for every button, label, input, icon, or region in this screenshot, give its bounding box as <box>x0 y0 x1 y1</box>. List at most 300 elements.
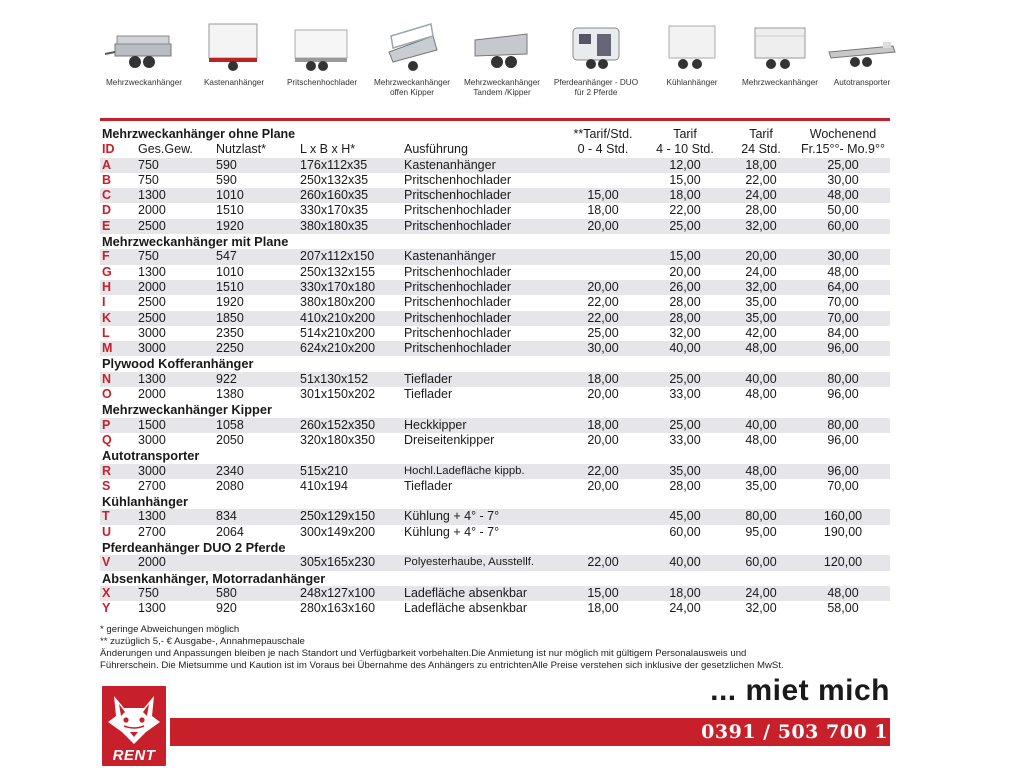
cell-tarif-24h: 35,00 <box>745 478 777 493</box>
cell-nutzlast: 1010 <box>214 188 298 203</box>
cell-weekend: 60,00 <box>796 219 890 234</box>
cell-weekend: 96,00 <box>796 464 890 479</box>
cell-ausfuehrung: Tieflader <box>404 478 453 493</box>
cell-id: S <box>102 478 111 493</box>
header-weekend: Fr.15°°- Mo.9°° <box>801 142 885 157</box>
cell-tarif-4h: 15,00 <box>562 188 644 203</box>
trailer-tandem-tipper <box>458 22 546 118</box>
cell-gesamtgewicht: 2000 <box>136 280 214 295</box>
cell-weekend: 96,00 <box>796 341 890 356</box>
section-title: Kühlanhänger <box>102 494 189 510</box>
table-row <box>100 372 890 387</box>
cell-tarif-24h: 18,00 <box>726 158 796 173</box>
trailer-cooling-trailer <box>648 22 736 118</box>
cell-weekend: 30,00 <box>827 172 859 187</box>
cell-gesamtgewicht: 3000 <box>138 432 166 447</box>
cell-weekend: 80,00 <box>796 418 890 433</box>
trailer-caption: Mehrzweckanhänger offen Kipper <box>373 78 450 97</box>
cell-tarif-10h: 18,00 <box>644 586 726 601</box>
cell-dimensions: 176x112x35 <box>298 158 402 173</box>
logo-text: RENT <box>112 747 156 764</box>
cell-weekend: 48,00 <box>796 586 890 601</box>
cell-dimensions: 300x149x200 <box>300 524 376 539</box>
section-title: Mehrzweckanhänger mit Plane <box>102 234 289 250</box>
cell-nutzlast: 920 <box>216 601 237 616</box>
cell-tarif-4h: 30,00 <box>562 341 644 356</box>
cell-gesamtgewicht: 2500 <box>136 219 214 234</box>
header-tarif-10h-top: Tarif <box>673 127 697 141</box>
header-ausfuehrung: Ausführung <box>404 142 468 157</box>
table-row <box>100 387 890 402</box>
cell-dimensions: 248x127x100 <box>298 586 402 601</box>
header-tarif-24h-top: Tarif <box>749 127 773 141</box>
cell-tarif-4h: 22,00 <box>562 555 644 570</box>
cell-ausfuehrung: Pritschenhochlader <box>404 264 512 279</box>
cell-tarif-24h: 32,00 <box>745 601 777 616</box>
cell-tarif-4h: 25,00 <box>587 325 619 340</box>
table-row <box>100 219 890 234</box>
cell-weekend: 96,00 <box>827 432 859 447</box>
cell-gesamtgewicht: 3000 <box>138 325 166 340</box>
cell-tarif-24h: 32,00 <box>726 280 796 295</box>
cell-ausfuehrung: Pritschenhochlader <box>402 280 562 295</box>
table-title: Mehrzweckanhänger ohne Plane <box>102 127 296 141</box>
cell-tarif-10h: 33,00 <box>669 387 701 402</box>
cell-tarif-10h: 15,00 <box>669 172 701 187</box>
cell-gesamtgewicht: 2700 <box>138 478 166 493</box>
cell-tarif-10h: 45,00 <box>644 509 726 524</box>
cell-gesamtgewicht: 2500 <box>138 295 166 310</box>
cell-tarif-24h: 48,00 <box>745 387 777 402</box>
cell-dimensions: 330x170x35 <box>300 203 369 218</box>
trailer-caption: Mehrzweckanhänger Tandem /Kipper <box>463 78 540 97</box>
cell-ausfuehrung: Ladefläche absenkbar <box>402 586 562 601</box>
cell-nutzlast: 1510 <box>216 203 244 218</box>
cell-tarif-10h: 20,00 <box>669 264 701 279</box>
cell-tarif-4h <box>562 249 644 264</box>
cell-ausfuehrung: Polyesterhaube, Ausstellf. <box>402 555 562 570</box>
cell-tarif-4h <box>562 173 644 188</box>
table-row <box>100 586 890 601</box>
cell-tarif-24h: 42,00 <box>745 325 777 340</box>
flatbed-trailer-icon <box>105 22 183 74</box>
cell-id: I <box>102 295 106 310</box>
cell-dimensions: 260x152x350 <box>298 418 402 433</box>
cell-nutzlast: 2050 <box>216 432 244 447</box>
table-row <box>100 280 890 295</box>
cell-tarif-24h: 24,00 <box>726 586 796 601</box>
cell-tarif-24h: 28,00 <box>745 203 777 218</box>
header-nutzlast: Nutzlast* <box>216 142 267 157</box>
trailer-covered-trailer <box>278 22 366 118</box>
cell-nutzlast: 834 <box>214 509 298 524</box>
cell-dimensions: 250x132x155 <box>300 264 376 279</box>
cell-ausfuehrung: Ladefläche absenkbar <box>404 601 528 616</box>
cell-tarif-4h: 20,00 <box>587 478 619 493</box>
cell-weekend: 70,00 <box>796 311 890 326</box>
cell-weekend: 70,00 <box>827 295 859 310</box>
cell-dimensions: 250x129x150 <box>298 509 402 524</box>
cell-gesamtgewicht: 2500 <box>136 311 214 326</box>
cell-tarif-24h: 40,00 <box>726 418 796 433</box>
cell-tarif-4h: 20,00 <box>587 387 619 402</box>
box-trailer-icon <box>195 22 273 74</box>
cell-tarif-4h: 20,00 <box>587 432 619 447</box>
cell-id: A <box>100 158 136 173</box>
cell-id: C <box>100 188 136 203</box>
trailer-caption: Mehrzweckanhänger <box>105 78 182 87</box>
cell-tarif-24h: 20,00 <box>726 249 796 264</box>
cell-id: F <box>100 249 136 264</box>
terms-line-1: Änderungen und Anpassungen bleiben je nach Standort und Verfügbarkeit vorbehalten.Die Anmietung ist nur möglich mit gültigem Personalausweis und <box>100 648 747 659</box>
table-row <box>100 158 890 173</box>
cell-tarif-10h: 15,00 <box>644 249 726 264</box>
trailer-caption: Kastenanhänger <box>203 78 265 87</box>
cell-nutzlast: 1058 <box>214 418 298 433</box>
cell-weekend: 96,00 <box>827 387 859 402</box>
trailer-caption: Autotransporter <box>833 78 891 87</box>
table-row <box>100 173 890 188</box>
cell-id: V <box>100 555 136 570</box>
cell-ausfuehrung: Pritschenhochlader <box>402 341 562 356</box>
section-header <box>100 356 890 371</box>
cell-dimensions: 380x180x200 <box>300 295 376 310</box>
cell-tarif-24h: 60,00 <box>726 555 796 570</box>
cell-tarif-10h: 28,00 <box>644 311 726 326</box>
cell-tarif-24h: 80,00 <box>726 509 796 524</box>
cell-ausfuehrung: Pritschenhochlader <box>402 311 562 326</box>
cell-weekend: 190,00 <box>823 524 863 539</box>
cell-weekend: 64,00 <box>796 280 890 295</box>
cell-tarif-4h <box>562 509 644 524</box>
header-weekend-top: Wochenend <box>809 127 877 141</box>
cell-tarif-10h: 22,00 <box>669 203 701 218</box>
cell-gesamtgewicht: 2000 <box>138 387 166 402</box>
footnote-1: * geringe Abweichungen möglich <box>100 624 240 635</box>
cell-dimensions: 330x170x180 <box>298 280 402 295</box>
cooling-trailer-icon <box>653 22 731 74</box>
cell-weekend: 48,00 <box>796 188 890 203</box>
cell-tarif-10h: 60,00 <box>669 524 701 539</box>
cell-nutzlast: 2350 <box>216 325 244 340</box>
cell-tarif-24h: 24,00 <box>726 188 796 203</box>
cell-tarif-24h: 95,00 <box>745 524 777 539</box>
table-row <box>100 341 890 356</box>
section-title: Absenkanhänger, Motorradanhänger <box>102 570 326 586</box>
cell-gesamtgewicht: 3000 <box>136 341 214 356</box>
cell-id: B <box>102 172 112 187</box>
cell-tarif-24h: 35,00 <box>726 311 796 326</box>
cell-weekend: 120,00 <box>796 555 890 570</box>
table-row <box>100 555 890 570</box>
cell-nutzlast: 1010 <box>216 264 244 279</box>
cell-tarif-4h: 20,00 <box>562 280 644 295</box>
cell-gesamtgewicht: 2000 <box>136 555 214 570</box>
cell-tarif-24h: 35,00 <box>745 295 777 310</box>
cell-weekend: 25,00 <box>796 158 890 173</box>
table-row <box>100 326 890 341</box>
header-gesamtgewicht: Ges.Gew. <box>138 142 193 157</box>
cell-tarif-4h: 18,00 <box>587 203 619 218</box>
rent-logo <box>100 684 168 768</box>
cell-nutzlast: 1510 <box>214 280 298 295</box>
cell-dimensions: 250x132x35 <box>300 172 369 187</box>
horse-trailer-icon <box>557 22 635 74</box>
cell-tarif-10h: 28,00 <box>669 478 701 493</box>
cell-tarif-4h: 22,00 <box>562 464 644 479</box>
cell-ausfuehrung: Kastenanhänger <box>402 249 562 264</box>
cell-nutzlast: 1920 <box>216 295 244 310</box>
table-row <box>100 433 890 448</box>
cell-gesamtgewicht: 1300 <box>136 188 214 203</box>
cell-tarif-10h: 18,00 <box>644 188 726 203</box>
cell-tarif-24h: 48,00 <box>726 341 796 356</box>
table-row <box>100 464 890 479</box>
cell-ausfuehrung: Pritschenhochlader <box>404 325 512 340</box>
phone-number: 0391 / 503 700 1 <box>701 721 888 743</box>
cell-id: P <box>100 418 136 433</box>
cell-gesamtgewicht: 1300 <box>138 601 166 616</box>
cell-ausfuehrung: Pritschenhochlader <box>404 295 512 310</box>
terms-line-2: Führerschein. Die Mietsumme und Kaution ist im Voraus bei Übernahme des Anhängers zu entrichtenAlle Preise verstehen sich inklusive der gesetzlichen MwSt. <box>100 660 784 671</box>
cell-tarif-24h: 40,00 <box>726 372 796 387</box>
cell-dimensions: 380x180x35 <box>298 219 402 234</box>
cell-gesamtgewicht: 750 <box>136 158 214 173</box>
cell-tarif-24h: 22,00 <box>745 172 777 187</box>
section-header <box>100 494 890 509</box>
cell-ausfuehrung: Dreiseitenkipper <box>404 432 495 447</box>
trailer-box-trailer <box>190 22 278 118</box>
cell-ausfuehrung: Heckkipper <box>402 418 562 433</box>
cell-tarif-10h: 32,00 <box>669 325 701 340</box>
cell-nutzlast: 922 <box>214 372 298 387</box>
cell-gesamtgewicht: 1500 <box>136 418 214 433</box>
section-header <box>100 571 890 586</box>
cell-weekend: 30,00 <box>796 249 890 264</box>
cell-nutzlast: 590 <box>216 172 237 187</box>
trailer-caption: Kühlanhänger <box>666 78 718 87</box>
trailer-strip <box>100 22 890 118</box>
cell-nutzlast: 580 <box>214 586 298 601</box>
cell-tarif-10h: 25,00 <box>644 219 726 234</box>
cell-gesamtgewicht: 2000 <box>138 203 166 218</box>
cell-ausfuehrung: Kühlung + 4° - 7° <box>402 509 562 524</box>
cell-id: N <box>100 372 136 387</box>
cell-ausfuehrung: Pritschenhochlader <box>402 188 562 203</box>
cell-weekend: 58,00 <box>827 601 859 616</box>
cell-dimensions: 410x194 <box>300 478 348 493</box>
table-row <box>100 249 890 264</box>
cell-gesamtgewicht: 2700 <box>138 524 166 539</box>
cell-tarif-10h: 40,00 <box>644 341 726 356</box>
cell-tarif-4h: 18,00 <box>562 418 644 433</box>
cell-ausfuehrung: Tieflader <box>402 372 562 387</box>
cell-tarif-10h: 24,00 <box>669 601 701 616</box>
cell-id: Q <box>102 432 112 447</box>
cell-tarif-10h: 25,00 <box>644 372 726 387</box>
cell-dimensions: 260x160x35 <box>298 188 402 203</box>
cell-ausfuehrung: Kühlung + 4° - 7° <box>404 524 500 539</box>
section-header <box>100 402 890 417</box>
cell-id: L <box>102 325 110 340</box>
cell-tarif-24h: 48,00 <box>726 464 796 479</box>
cell-tarif-24h: 48,00 <box>745 432 777 447</box>
cell-tarif-4h: 22,00 <box>587 295 619 310</box>
table-row <box>100 295 890 310</box>
cell-id: M <box>100 341 136 356</box>
cell-tarif-10h: 33,00 <box>669 432 701 447</box>
trailer-tipper-trailer <box>368 22 456 118</box>
price-table <box>100 127 890 617</box>
section-header <box>100 234 890 249</box>
cell-dimensions: 514x210x200 <box>300 325 376 340</box>
cell-nutzlast: 2340 <box>214 464 298 479</box>
cell-ausfuehrung: Tieflader <box>404 387 453 402</box>
trailer-car-transporter <box>818 22 906 118</box>
tandem-tipper-icon <box>463 22 541 74</box>
slogan: ... miet mich <box>710 674 890 707</box>
table-row <box>100 311 890 326</box>
cell-weekend: 160,00 <box>796 509 890 524</box>
covered-trailer-icon <box>283 22 361 74</box>
cell-id: K <box>100 311 136 326</box>
cell-nutzlast: 1920 <box>214 219 298 234</box>
header-row-top <box>100 127 890 142</box>
cell-id: T <box>100 509 136 524</box>
cell-tarif-10h: 35,00 <box>644 464 726 479</box>
cell-tarif-10h: 25,00 <box>644 418 726 433</box>
cell-nutzlast: 590 <box>214 158 298 173</box>
cell-tarif-24h: 32,00 <box>726 219 796 234</box>
table-row <box>100 479 890 494</box>
header-tarif-4h: 0 - 4 Std. <box>577 142 629 157</box>
header-tarif-10h: 4 - 10 Std. <box>656 142 714 157</box>
section-title: Plywood Kofferanhänger <box>102 356 254 372</box>
cell-ausfuehrung: Hochl.Ladefläche kippb. <box>402 464 562 479</box>
footnote-2: ** zuzüglich 5,- € Ausgabe-, Annahmepauschale <box>100 636 305 647</box>
cell-id: G <box>102 264 112 279</box>
cell-id: H <box>100 280 136 295</box>
cell-ausfuehrung: Pritschenhochlader <box>404 203 512 218</box>
header-tarif-24h: 24 Std. <box>741 142 781 157</box>
header-id: ID <box>102 142 115 157</box>
cell-tarif-10h: 40,00 <box>644 555 726 570</box>
cell-ausfuehrung: Pritschenhochlader <box>404 172 512 187</box>
cell-ausfuehrung: Pritschenhochlader <box>402 219 562 234</box>
cell-weekend: 48,00 <box>827 264 859 279</box>
cell-weekend: 70,00 <box>827 478 859 493</box>
trailer-horse-trailer <box>552 22 640 118</box>
cell-nutzlast: 547 <box>214 249 298 264</box>
cell-gesamtgewicht: 3000 <box>136 464 214 479</box>
cell-id: U <box>102 524 112 539</box>
trailer-caption: Mehrzweckanhänger <box>741 78 818 87</box>
enclosed-trailer-icon <box>741 22 819 74</box>
table-row <box>100 509 890 524</box>
cell-weekend: 84,00 <box>827 325 859 340</box>
cell-tarif-10h: 28,00 <box>669 295 701 310</box>
cell-tarif-4h <box>562 265 644 280</box>
cell-nutzlast: 1380 <box>216 387 244 402</box>
table-body <box>100 158 890 617</box>
cell-id: O <box>102 387 112 402</box>
trailer-caption: Pferdeanhänger - DUO für 2 Pferde <box>553 78 639 97</box>
trailer-flatbed-trailer <box>100 22 188 118</box>
section-title: Autotransporter <box>102 448 200 464</box>
header-dimensions: L x B x H* <box>300 142 356 157</box>
cell-gesamtgewicht: 1300 <box>138 264 166 279</box>
cell-id: R <box>100 464 136 479</box>
footnotes <box>100 624 900 672</box>
section-header <box>100 540 890 555</box>
cell-dimensions: 301x150x202 <box>300 387 376 402</box>
tipper-trailer-icon <box>373 22 451 74</box>
section-title: Pferdeanhänger DUO 2 Pferde <box>102 540 286 556</box>
cell-dimensions: 305x165x230 <box>298 555 402 570</box>
cell-tarif-4h <box>562 158 644 173</box>
cell-weekend: 80,00 <box>796 372 890 387</box>
cell-nutzlast: 1850 <box>214 311 298 326</box>
cell-tarif-4h: 15,00 <box>562 586 644 601</box>
cell-nutzlast <box>214 555 298 570</box>
table-row <box>100 203 890 218</box>
section-title: Mehrzweckanhänger Kipper <box>102 402 272 418</box>
cell-gesamtgewicht: 1300 <box>136 372 214 387</box>
cell-dimensions: 410x210x200 <box>298 311 402 326</box>
cell-tarif-4h: 22,00 <box>562 311 644 326</box>
cell-id: D <box>102 203 112 218</box>
cell-tarif-10h: 12,00 <box>644 158 726 173</box>
cell-nutzlast: 2064 <box>216 524 244 539</box>
cell-gesamtgewicht: 750 <box>136 586 214 601</box>
cell-tarif-4h: 20,00 <box>562 219 644 234</box>
table-row <box>100 601 890 616</box>
cell-dimensions: 280x163x160 <box>300 601 376 616</box>
cell-nutzlast: 2080 <box>216 478 244 493</box>
header-row <box>100 142 890 157</box>
cell-dimensions: 207x112x150 <box>298 249 402 264</box>
cell-gesamtgewicht: 1300 <box>136 509 214 524</box>
cell-tarif-4h: 18,00 <box>562 372 644 387</box>
cell-dimensions: 624x210x200 <box>298 341 402 356</box>
cell-tarif-4h: 18,00 <box>587 601 619 616</box>
cell-id: X <box>100 586 136 601</box>
header-tarif-4h-top: **Tarif/Std. <box>573 127 633 141</box>
trailer-caption: Pritschenhochlader <box>286 78 358 87</box>
table-row <box>100 265 890 280</box>
car-transporter-icon <box>823 22 901 74</box>
table-row <box>100 188 890 203</box>
cell-dimensions: 320x180x350 <box>300 432 376 447</box>
red-divider <box>100 118 890 121</box>
cell-tarif-10h: 26,00 <box>644 280 726 295</box>
cell-tarif-4h <box>562 525 644 540</box>
cell-id: Y <box>102 601 111 616</box>
table-row <box>100 525 890 540</box>
cell-ausfuehrung: Kastenanhänger <box>402 158 562 173</box>
cell-nutzlast: 2250 <box>214 341 298 356</box>
trailer-enclosed-trailer <box>736 22 824 118</box>
fox-head-icon <box>102 690 166 750</box>
cell-tarif-24h: 24,00 <box>745 264 777 279</box>
cell-gesamtgewicht: 750 <box>138 172 159 187</box>
cell-gesamtgewicht: 750 <box>136 249 214 264</box>
cell-dimensions: 515x210 <box>298 464 402 479</box>
section-header <box>100 448 890 463</box>
table-row <box>100 418 890 433</box>
cell-dimensions: 51x130x152 <box>298 372 402 387</box>
cell-weekend: 50,00 <box>827 203 859 218</box>
